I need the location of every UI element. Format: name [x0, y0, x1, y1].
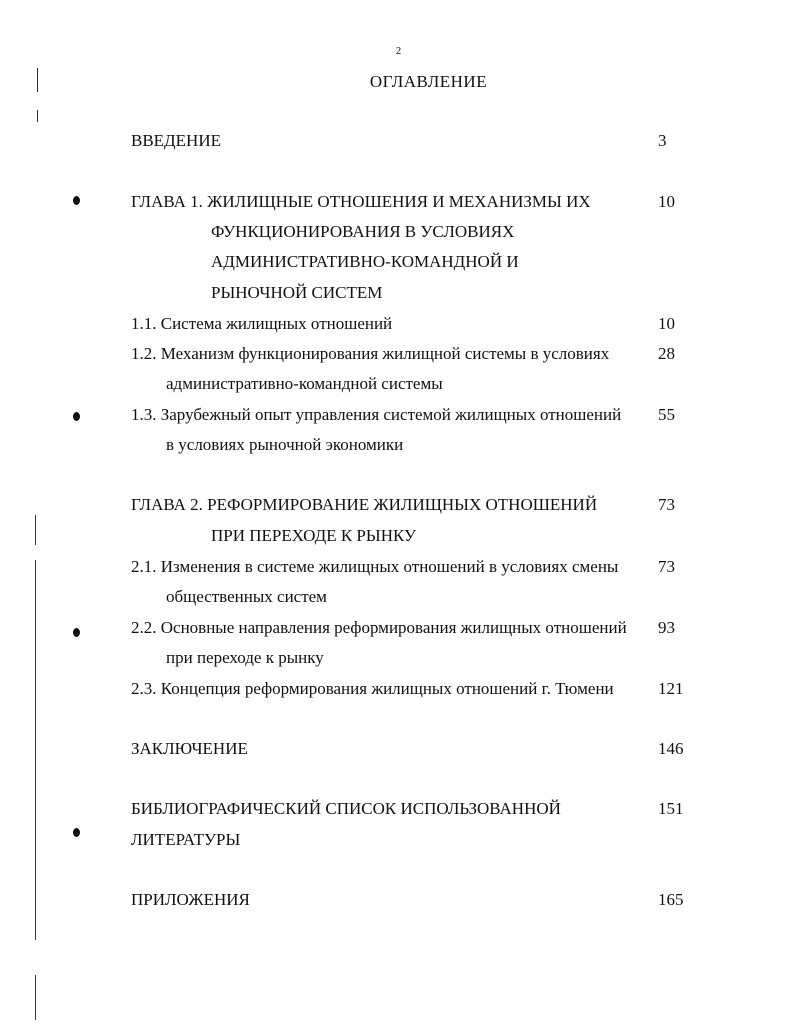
section-title-line: в условиях рыночной экономики: [166, 435, 404, 454]
toc-page: 93: [658, 618, 675, 637]
scan-margin-streak: [37, 110, 38, 122]
section-title-line: административно-командной системы: [166, 374, 443, 393]
section-title-line: 1.3. Зарубежный опыт управления системой жилищных отношений: [131, 405, 622, 424]
toc-page: 146: [658, 739, 684, 758]
section-title-line: 1.2. Механизм функционирования жилищной системы в условиях: [131, 344, 610, 363]
scan-margin-streak: [35, 975, 36, 1020]
section-title-line: при переходе к рынку: [166, 648, 324, 667]
page-title: ОГЛАВЛЕНИЕ: [369, 72, 488, 91]
toc-page: 121: [658, 679, 684, 698]
chapter-title-line: ФУНКЦИОНИРОВАНИЯ В УСЛОВИЯХ: [211, 222, 515, 241]
section-title-line: 2.3. Концепция реформирования жилищных отношений г. Тюмени: [131, 679, 614, 698]
toc-page: 3: [658, 131, 667, 150]
toc-page: 73: [658, 495, 675, 514]
toc-page: 10: [658, 314, 675, 333]
scan-margin-streak: [35, 560, 36, 940]
chapter-title-line: ПРИ ПЕРЕХОДЕ К РЫНКУ: [211, 526, 417, 545]
section-title-line: общественных систем: [166, 587, 327, 606]
toc-label-line: БИБЛИОГРАФИЧЕСКИЙ СПИСОК ИСПОЛЬЗОВАННОЙ: [131, 799, 561, 818]
toc-label: ВВЕДЕНИЕ: [131, 131, 221, 150]
toc-label: ПРИЛОЖЕНИЯ: [131, 890, 250, 909]
page-number: 2: [395, 45, 402, 57]
toc-label-line: ЛИТЕРАТУРЫ: [131, 830, 241, 849]
section-title-line: 2.1. Изменения в системе жилищных отношений в условиях смены: [131, 557, 619, 576]
toc-page: 151: [658, 799, 684, 818]
binder-hole-mark: [73, 828, 80, 837]
toc-page: 55: [658, 405, 675, 424]
chapter-title-line: РЫНОЧНОЙ СИСТЕМ: [211, 283, 383, 302]
toc-page: 73: [658, 557, 675, 576]
section-title-line: 1.1. Система жилищных отношений: [131, 314, 393, 333]
section-title-line: 2.2. Основные направления реформирования жилищных отношений: [131, 618, 627, 637]
binder-hole-mark: [73, 196, 80, 205]
chapter-title-line: АДМИНИСТРАТИВНО-КОМАНДНОЙ И: [211, 252, 519, 271]
chapter-title-line: ГЛАВА 1. ЖИЛИЩНЫЕ ОТНОШЕНИЯ И МЕХАНИЗМЫ ИХ: [131, 192, 591, 211]
toc-page: 28: [658, 344, 675, 363]
toc-page: 165: [658, 890, 684, 909]
scan-margin-streak: [35, 515, 36, 545]
binder-hole-mark: [73, 628, 80, 637]
toc-page: 10: [658, 192, 675, 211]
scan-margin-streak: [37, 68, 38, 92]
toc-label: ЗАКЛЮЧЕНИЕ: [131, 739, 248, 758]
chapter-title-line: ГЛАВА 2. РЕФОРМИРОВАНИЕ ЖИЛИЩНЫХ ОТНОШЕНИЙ: [131, 495, 598, 514]
binder-hole-mark: [73, 412, 80, 421]
